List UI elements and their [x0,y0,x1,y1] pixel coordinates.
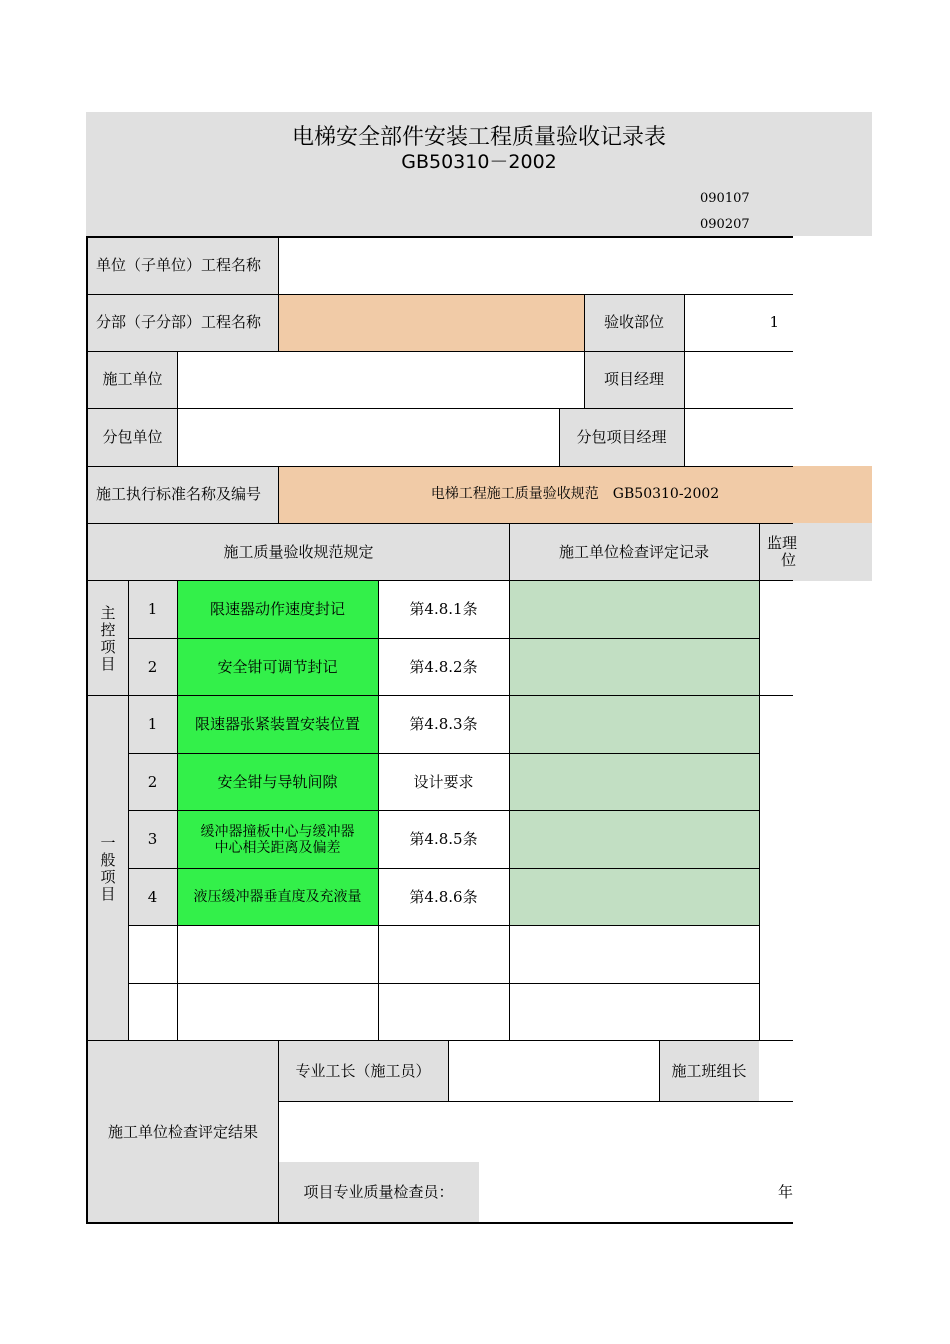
grid-line [128,983,759,984]
general-supervisor-cell[interactable] [759,696,793,1041]
grid-line [86,294,793,295]
general-item-no: 1 [128,696,177,753]
foreman-label: 专业工长（施工员） [278,1041,448,1102]
foreman-field[interactable] [448,1041,659,1102]
general-item-clause: 第4.8.3条 [378,696,509,753]
grid-line [86,351,793,352]
empty-row-item[interactable] [177,926,378,983]
general-items-group-label: 一 般 项 目 [88,696,128,1041]
main-item-no: 2 [128,638,177,696]
supervisor-header-line1: 监理 [767,534,798,552]
team-leader-field[interactable] [759,1041,793,1102]
grid-line [128,580,129,1041]
grid-line [759,523,760,1041]
supervisor-header [759,523,872,581]
general-item-no: 4 [128,868,177,926]
inspection-part-value[interactable]: 1 [684,294,793,351]
grid-line [128,810,759,811]
result-field[interactable] [278,1102,793,1162]
grid-line [86,523,793,524]
general-item-no: 2 [128,753,177,811]
form-code-2: 090207 [700,217,750,232]
grid-line [86,466,793,467]
grid-line [177,351,178,466]
empty-row-no[interactable] [128,983,177,1041]
empty-row-record[interactable] [509,983,759,1041]
unit-project-label: 单位（子单位）工程名称 [88,237,278,294]
grid-line [559,408,560,466]
general-item-record[interactable] [509,696,759,753]
record-header: 施工单位检查评定记录 [509,523,759,581]
main-item-clause: 第4.8.2条 [378,638,509,696]
unit-project-field[interactable] [278,237,793,294]
main-supervisor-cell[interactable] [759,581,793,696]
grid-line [86,1040,793,1041]
general-item-clause: 设计要求 [378,753,509,811]
empty-row-no[interactable] [128,926,177,983]
spec-header: 施工质量验收规范规定 [88,523,509,581]
grid-line [86,695,793,696]
form-code-1: 090107 [700,191,750,206]
general-item-name: 缓冲器撞板中心与缓冲器 中心相关距离及偏差 [177,811,378,868]
main-item-clause: 第4.8.1条 [378,581,509,638]
main-item-record[interactable] [509,581,759,638]
subcontractor-field[interactable] [177,408,559,466]
team-leader-label: 施工班组长 [659,1041,759,1102]
sub-project-label: 分部（子分部）工程名称 [88,294,278,351]
sub-project-manager-label: 分包项目经理 [559,408,684,466]
empty-row-clause[interactable] [378,983,509,1041]
date-field[interactable] [479,1162,793,1223]
empty-row-item[interactable] [177,983,378,1041]
quality-inspector-label: 项目专业质量检查员： [278,1162,479,1223]
project-manager-label: 项目经理 [584,351,684,408]
contractor-field[interactable] [177,351,584,408]
grid-line [584,294,585,408]
main-item-name: 限速器动作速度封记 [177,581,378,638]
general-item-record[interactable] [509,811,759,868]
standard-value: 电梯工程施工质量验收规范 GB50310-2002 [278,466,872,523]
year-label: 年 [777,1183,793,1201]
standard-label: 施工执行标准名称及编号 [88,466,278,523]
grid-line [177,580,178,1041]
grid-line [278,236,279,351]
main-item-record[interactable] [509,638,759,696]
general-item-record[interactable] [509,868,759,926]
sub-project-manager-field[interactable] [684,408,793,466]
grid-line [278,1101,793,1102]
grid-line [86,236,793,238]
general-item-no: 3 [128,811,177,868]
standard-number: GB50310－2002 [401,151,557,173]
general-item-name: 液压缓冲器垂直度及充液量 [177,868,378,926]
grid-line [448,1040,449,1102]
general-item-name: 限速器张紧装置安装位置 [177,696,378,753]
grid-line [86,1222,793,1224]
grid-line [86,408,793,409]
empty-row-clause[interactable] [378,926,509,983]
grid-line [278,1040,279,1223]
grid-line [509,523,510,1041]
project-manager-field[interactable] [684,351,793,408]
empty-row-record[interactable] [509,926,759,983]
inspection-part-label: 验收部位 [584,294,684,351]
grid-line [86,236,88,1224]
grid-line [86,580,793,581]
grid-line [659,1040,660,1102]
sub-project-field[interactable] [278,294,584,351]
supervisor-header-line2: 位 [781,551,797,569]
grid-line [378,580,379,1041]
main-items-group-label: 主 控 项 目 [88,581,128,696]
general-item-clause: 第4.8.5条 [378,811,509,868]
result-label: 施工单位检查评定结果 [88,1041,278,1223]
grid-line [684,294,685,466]
general-item-record[interactable] [509,753,759,811]
general-item-name: 安全钳与导轨间隙 [177,753,378,811]
general-item-clause: 第4.8.6条 [378,868,509,926]
contractor-label: 施工单位 [88,351,177,408]
grid-line [278,466,279,523]
grid-line [128,753,759,754]
grid-line [128,868,759,869]
page-title: 电梯安全部件安装工程质量验收记录表 [291,125,666,150]
subcontractor-label: 分包单位 [88,408,177,466]
grid-line [128,925,759,926]
grid-line [128,638,759,639]
main-item-name: 安全钳可调节封记 [177,638,378,696]
main-item-no: 1 [128,581,177,638]
